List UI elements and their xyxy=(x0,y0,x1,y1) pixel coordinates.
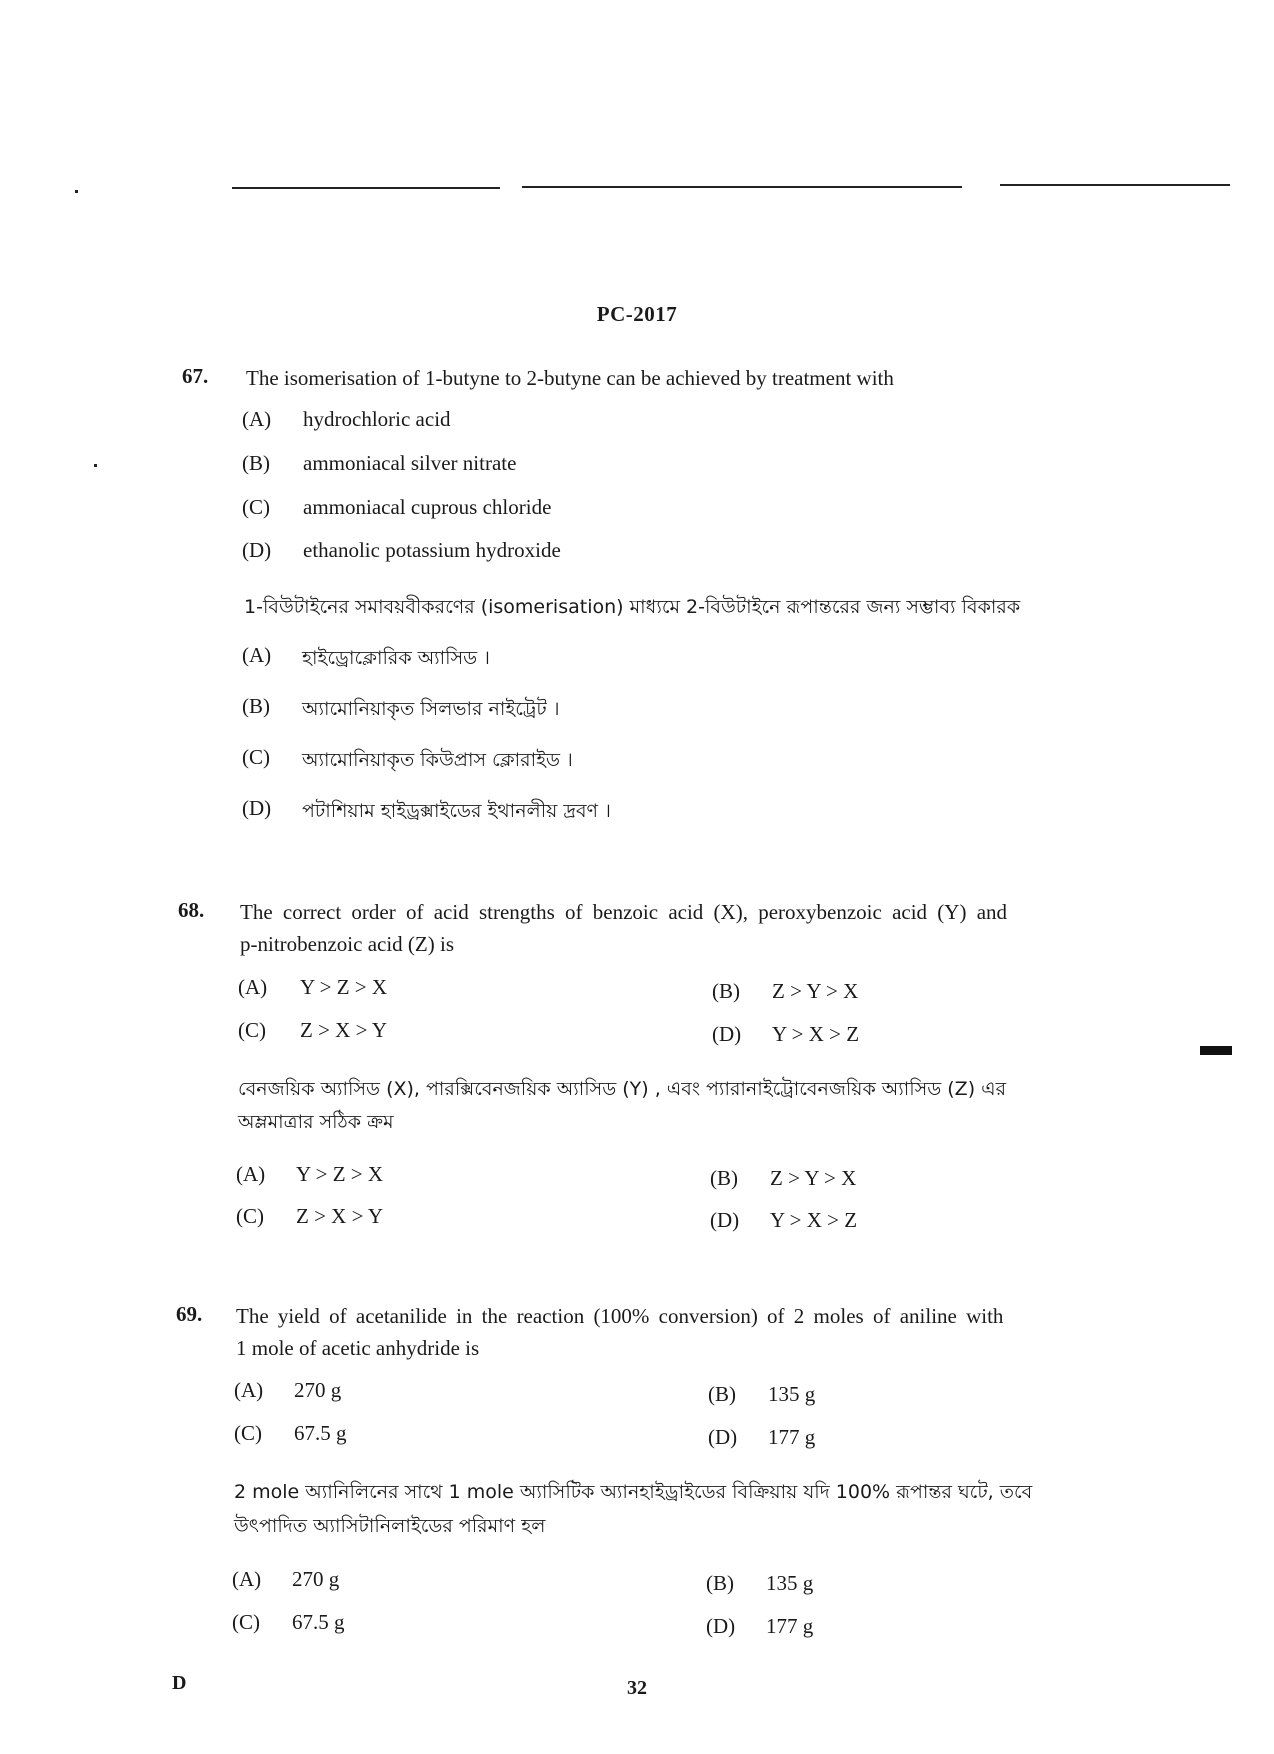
option-label: (D) xyxy=(706,1614,736,1638)
option-text: অ্যামোনিয়াকৃত সিলভার নাইট্রেট । xyxy=(302,698,560,720)
option-label: (C) xyxy=(238,1018,266,1042)
question-text-bn: 2 mole অ্যানিলিনের সাথে 1 mole অ্যাসিটিক অ্যানহাইড্রাইডের বিক্রিয়ায় যদি 100% রূপান্তর ঘটে, তবে xyxy=(234,1481,1033,1503)
question-number: 68. xyxy=(178,898,205,922)
question-text-en: The correct order of acid strengths of benzoic acid (X), peroxybenzoic acid (Y) and xyxy=(240,900,1008,924)
option-label: (A) xyxy=(232,1567,262,1591)
option-text: ethanolic potassium hydroxide xyxy=(303,538,561,562)
option-text: 177 g xyxy=(766,1614,814,1638)
option-text: 270 g xyxy=(292,1567,340,1591)
option-text: 135 g xyxy=(768,1382,816,1406)
option-label: (D) xyxy=(712,1022,742,1046)
option-text: 135 g xyxy=(766,1571,814,1595)
option-text: Z > X > Y xyxy=(296,1204,384,1228)
option-text: Z > Y > X xyxy=(770,1166,857,1190)
top-rule-3 xyxy=(1000,184,1230,186)
option-text: 67.5 g xyxy=(294,1421,347,1445)
scan-edge-mark xyxy=(1200,1046,1232,1055)
scan-dot xyxy=(94,464,97,467)
page-number: 32 xyxy=(627,1677,647,1699)
question-text-en: The isomerisation of 1-butyne to 2-butyne can be achieved by treatment with xyxy=(246,366,894,390)
option-text: hydrochloric acid xyxy=(303,407,451,431)
booklet-code: D xyxy=(172,1672,187,1694)
option-text: ammoniacal cuprous chloride xyxy=(303,495,552,519)
option-text: পটাশিয়াম হাইড্রক্সাইডের ইথানলীয় দ্রবণ । xyxy=(302,800,611,822)
scan-dot xyxy=(75,190,78,193)
option-label: (D) xyxy=(242,796,272,820)
option-label: (B) xyxy=(706,1571,734,1595)
option-label: (B) xyxy=(242,694,270,718)
option-label: (A) xyxy=(236,1162,266,1186)
option-label: (A) xyxy=(234,1378,264,1402)
option-label: (C) xyxy=(232,1610,260,1634)
option-label: (B) xyxy=(708,1382,736,1406)
top-rule-2 xyxy=(522,186,962,188)
option-label: (D) xyxy=(708,1425,738,1449)
option-text: 177 g xyxy=(768,1425,816,1449)
paper-code: PC-2017 xyxy=(596,302,678,326)
question-text-bn: 1-বিউটাইনের সমাবয়বীকরণের (isomerisation) মাধ্যমে 2-বিউটাইনে রূপান্তরের জন্য সম্ভাব্য বিকারক xyxy=(244,596,1021,618)
question-text-en: The yield of acetanilide in the reaction (100% conversion) of 2 moles of aniline with xyxy=(236,1304,1004,1328)
option-text: হাইড্রোক্লোরিক অ্যাসিড । xyxy=(302,647,490,669)
option-text: Y > X > Z xyxy=(770,1208,858,1232)
question-text-bn: বেনজয়িক অ্যাসিড (X), পারক্সিবেনজয়িক অ্যাসিড (Y) , এবং প্যারানাইট্রোবেনজয়িক অ্যাসিড (Z) এর xyxy=(238,1078,1007,1100)
option-label: (C) xyxy=(242,745,270,769)
option-label: (C) xyxy=(242,495,270,519)
option-label: (B) xyxy=(710,1166,738,1190)
option-label: (C) xyxy=(236,1204,264,1228)
option-label: (D) xyxy=(242,538,272,562)
question-text-bn: অম্লমাত্রার সঠিক ক্রম xyxy=(238,1111,394,1133)
option-text: 67.5 g xyxy=(292,1610,345,1634)
option-text: ammoniacal silver nitrate xyxy=(303,451,517,475)
top-rule-1 xyxy=(232,187,500,189)
option-text: Z > X > Y xyxy=(300,1018,388,1042)
question-text-bn: উৎপাদিত অ্যাসিটানিলাইডের পরিমাণ হল xyxy=(234,1515,546,1537)
option-text: Z > Y > X xyxy=(772,979,859,1003)
option-text: Y > Z > X xyxy=(300,975,388,999)
question-number: 69. xyxy=(176,1302,203,1326)
question-number: 67. xyxy=(182,364,209,388)
question-text-en: 1 mole of acetic anhydride is xyxy=(236,1336,480,1360)
option-label: (A) xyxy=(242,643,272,667)
option-label: (A) xyxy=(242,407,272,431)
option-label: (A) xyxy=(238,975,268,999)
option-label: (D) xyxy=(710,1208,740,1232)
option-text: অ্যামোনিয়াকৃত কিউপ্রাস ক্লোরাইড । xyxy=(302,749,573,771)
option-label: (B) xyxy=(242,451,270,475)
option-text: Y > X > Z xyxy=(772,1022,860,1046)
option-label: (C) xyxy=(234,1421,262,1445)
option-label: (B) xyxy=(712,979,740,1003)
option-text: 270 g xyxy=(294,1378,342,1402)
question-text-en: p-nitrobenzoic acid (Z) is xyxy=(240,932,454,956)
option-text: Y > Z > X xyxy=(296,1162,384,1186)
